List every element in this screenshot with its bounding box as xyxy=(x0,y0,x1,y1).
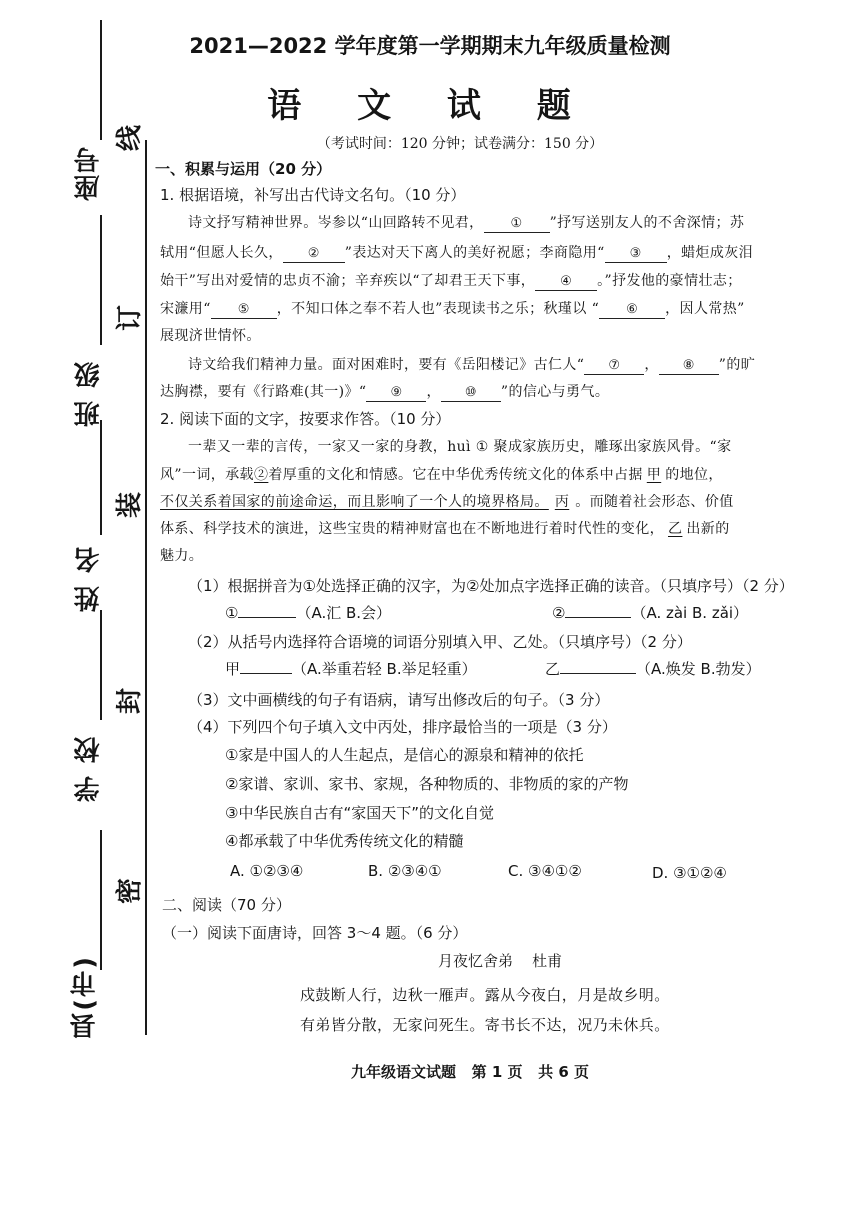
name-underline xyxy=(100,420,102,535)
choice-a[interactable]: A. ①②③④ xyxy=(230,862,304,880)
choice-d[interactable]: D. ③①②④ xyxy=(652,864,727,882)
class-label: 班 级 xyxy=(74,360,104,428)
binding-line xyxy=(145,140,147,1035)
answer-blank-2[interactable] xyxy=(565,617,631,618)
q2-sub3: （3）文中画横线的句子有语病，请写出修改后的句子。（3 分） xyxy=(188,691,610,709)
section2-heading: 二、阅读（70 分） xyxy=(162,896,291,914)
name-label: 姓 名 xyxy=(74,545,104,613)
binding-char-zhuang: 装 xyxy=(115,491,146,519)
q2-para-line3: 不仅关系着国家的前途命运，而且影响了一个人的境界格局。 丙 。而随着社会形态、价值 xyxy=(160,494,734,510)
q1-line1: 诗文抒写精神世界。岑参以“山回路转不见君， ① ”抒写送别友人的不舍深情；苏 xyxy=(188,215,745,231)
q2-para-line4: 体系、科学技术的演进，这些宝贵的精神财富也在不断地进行着时代性的变化， 乙 出新的 xyxy=(160,521,730,537)
q1-line7: 达胸襟，要有《行路难(其一)》“ ⑨ ， ⑩ ”的信心与勇气。 xyxy=(160,384,610,400)
q2-para-line1: 一辈又一辈的言传，一家又一家的身教，huì ① 聚成家族历史，雕琢出家族风骨。“家 xyxy=(188,439,732,455)
q2-sub1-answers-b: ② （A. zài B. zǎi） xyxy=(552,604,749,622)
answer-blank-yi[interactable] xyxy=(560,673,636,674)
section1-heading: 一、积累与运用（20 分） xyxy=(155,160,332,178)
school-underline xyxy=(100,610,102,720)
reading-sub1: （一）阅读下面唐诗，回答 3～4 题。（6 分） xyxy=(162,924,468,942)
page-footer: 九年级语文试题 第 1 页 共 6 页 xyxy=(350,1063,590,1081)
binding-char-xian: 线 xyxy=(115,124,146,152)
blank-2[interactable]: ② xyxy=(283,246,345,263)
option-1: ①家是中国人的人生起点，是信心的源泉和精神的依托 xyxy=(225,746,584,764)
q1-line5: 展现济世情怀。 xyxy=(160,328,261,344)
binding-char-feng: 封 xyxy=(115,687,146,715)
seat-label: 座号 xyxy=(74,145,104,201)
blank-8[interactable]: ⑧ xyxy=(659,358,719,375)
q2-sub2-answers: 甲 （A.举重若轻 B.举足轻重） xyxy=(225,660,477,678)
q2-prompt: 2. 阅读下面的文字，按要求作答。（10 分） xyxy=(160,410,451,428)
answer-blank-1[interactable] xyxy=(238,617,296,618)
binding-char-ding: 订 xyxy=(115,304,146,332)
blank-3[interactable]: ③ xyxy=(605,246,667,263)
county-underline xyxy=(100,830,102,970)
poem-line1: 戍鼓断人行，边秋一雁声。露从今夜白，月是故乡明。 xyxy=(300,986,670,1004)
q2-sub4: （4）下列四个句子填入文中丙处，排序最恰当的一项是（3 分） xyxy=(188,718,617,736)
poem-title: 月夜忆舍弟 杜甫 xyxy=(438,952,563,970)
exam-title: 2021—2022 学年度第一学期期末九年级质量检测 xyxy=(189,34,671,58)
q2-para-line5: 魅力。 xyxy=(160,548,204,564)
option-3: ③中华民族自古有“家国天下”的文化自觉 xyxy=(225,804,494,822)
poem-line2: 有弟皆分散，无家问死生。寄书长不达，况乃未休兵。 xyxy=(300,1016,670,1034)
blank-4[interactable]: ④ xyxy=(535,274,597,291)
county-label: 县(市) xyxy=(70,955,100,1039)
blank-1[interactable]: ① xyxy=(484,216,550,233)
q1-line3: 始干”写出对爱情的忠贞不渝；辛弃疾以“了却君王天下事， ④ 。”抒发他的豪情壮志； xyxy=(160,273,742,289)
school-label: 学 校 xyxy=(74,735,104,803)
q2-sub2: （2）从括号内选择符合语境的词语分别填入甲、乙处。（只填序号）（2 分） xyxy=(188,633,692,651)
blank-9[interactable]: ⑨ xyxy=(366,385,426,402)
faulty-sentence: 不仅关系着国家的前途命运，而且影响了一个人的境界格局。 xyxy=(160,494,549,510)
q1-line4: 宋濂用“ ⑤ ，不知口体之奉不若人也”表现读书之乐；秋瑾以 “ ⑥ ，因人常热” xyxy=(160,301,745,317)
option-4: ④都承载了中华优秀传统文化的精髓 xyxy=(225,832,464,850)
q2-sub1-answers: ① （A.汇 B.会） xyxy=(225,604,392,622)
class-underline xyxy=(100,215,102,345)
blank-10[interactable]: ⑩ xyxy=(441,385,501,402)
subject-title: 语 文 试 题 xyxy=(267,86,593,126)
choice-c[interactable]: C. ③④①② xyxy=(508,862,582,880)
q1-prompt: 1. 根据语境，补写出古代诗文名句。（10 分） xyxy=(160,186,466,204)
blank-5[interactable]: ⑤ xyxy=(211,302,277,319)
choice-b[interactable]: B. ②③④① xyxy=(368,862,442,880)
binding-char-mi: 密 xyxy=(115,877,146,905)
option-2: ②家谱、家训、家书、家规，各种物质的、非物质的家的产物 xyxy=(225,775,629,793)
blank-7[interactable]: ⑦ xyxy=(584,358,644,375)
q2-para-line2: 风”一词，承载②着厚重的文化和情感。它在中华优秀传统文化的体系中占据 甲 的地位， xyxy=(160,467,723,483)
q1-line2: 轼用“但愿人长久， ② ”表达对天下离人的美好祝愿；李商隐用“ ③ ，蜡炬成灰泪 xyxy=(160,245,754,261)
exam-info: （考试时间：120 分钟；试卷满分：150 分） xyxy=(316,136,604,152)
blank-6[interactable]: ⑥ xyxy=(599,302,665,319)
q2-sub2-answers-b: 乙 （A.焕发 B.勃发） xyxy=(545,660,761,678)
q2-sub1: （1）根据拼音为①处选择正确的汉字，为②处加点字选择正确的读音。（只填序号）（2 分） xyxy=(188,577,794,595)
q1-line6: 诗文给我们精神力量。面对困难时，要有《岳阳楼记》古仁人“ ⑦ ， ⑧ ”的旷 xyxy=(188,357,756,373)
answer-blank-jia[interactable] xyxy=(240,673,292,674)
